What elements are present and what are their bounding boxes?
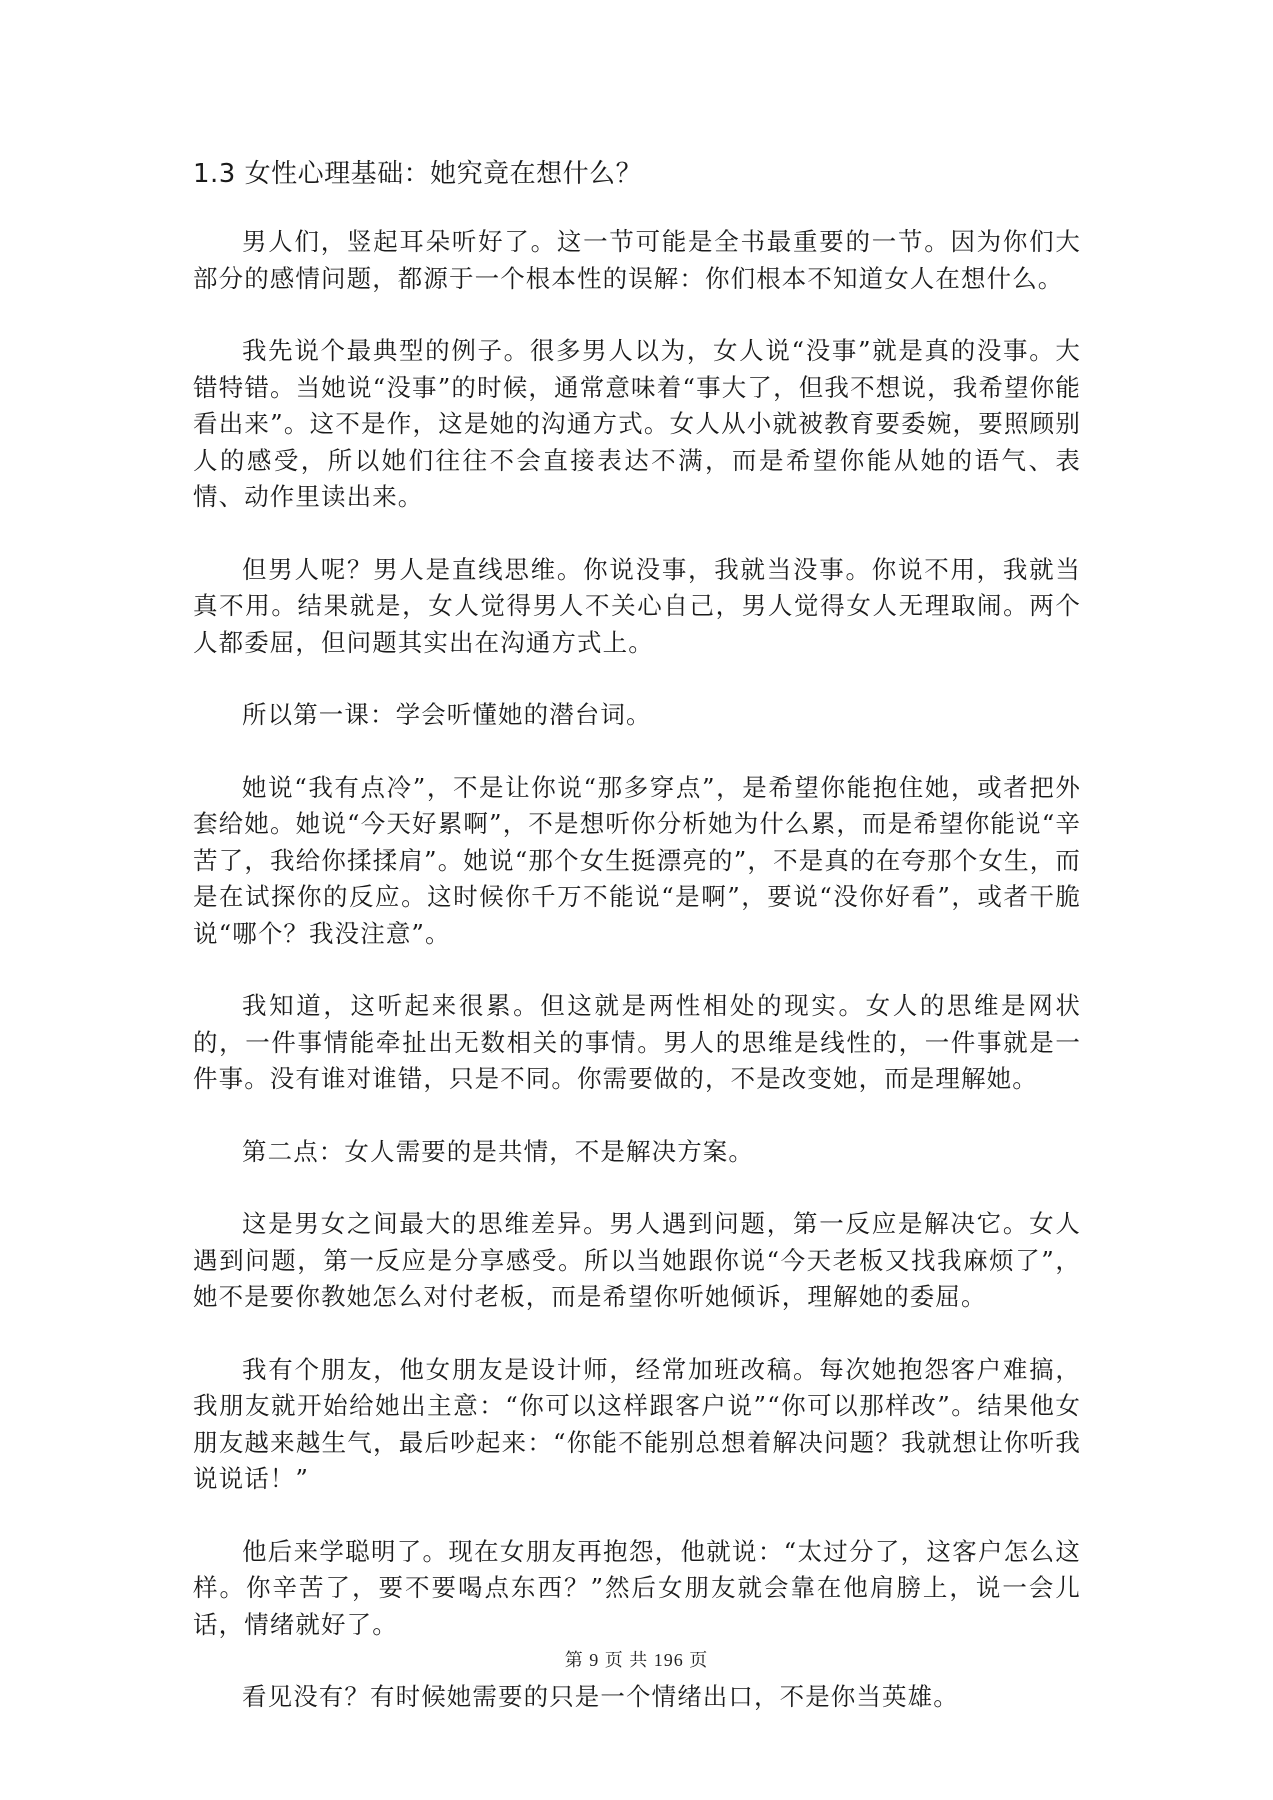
page-footer: 第 9 页 共 196 页 bbox=[564, 1650, 709, 1670]
paragraph: 我有个朋友，他女朋友是设计师，经常加班改稿。每次她抱怨客户难搞，我朋友就开始给她出主意：“你可以这样跟客户说”“你可以那样改”。结果他女朋友越来越生气，最后吵起来：“你能不能别总想着解决问题？我就想让你听我说说话！” bbox=[193, 1354, 1081, 1493]
section-heading: 1.3 女性心理基础：她究竟在想什么？ bbox=[193, 159, 643, 189]
paragraph: 她说“我有点冷”，不是让你说“那多穿点”，是希望你能抱住她，或者把外套给她。她说“今天好累啊”，不是想听你分析她为什么累，而是希望你能说“辛苦了，我给你揉揉肩”。她说“那个女生挺漂亮的”，不是真的在夸那个女生，而是在试探你的反应。这时候你千万不能说“是啊”，要说“没你好看”，或者干脆说“哪个？我没注意”。 bbox=[193, 772, 1081, 948]
paragraph: 他后来学聪明了。现在女朋友再抱怨，他就说：“太过分了，这客户怎么这样。你辛苦了，要不要喝点东西？”然后女朋友就会靠在他肩膀上，说一会儿话，情绪就好了。 bbox=[193, 1536, 1081, 1639]
paragraph: 我先说个最典型的例子。很多男人以为，女人说“没事”就是真的没事。大错特错。当她说“没事”的时候，通常意味着“事大了，但我不想说，我希望你能看出来”。这不是作，这是她的沟通方式。女人从小就被教育要委婉，要照顾别人的感受，所以她们往往不会直接表达不满，而是希望你能从她的语气、表情、动作里读出来。 bbox=[193, 336, 1081, 511]
body-text bbox=[193, 224, 1081, 1752]
paragraph: 看见没有？有时候她需要的只是一个情绪出口，不是你当英雄。 bbox=[242, 1682, 959, 1711]
paragraph: 男人们，竖起耳朵听好了。这一节可能是全书最重要的一节。因为你们大部分的感情问题，都源于一个根本性的误解：你们根本不知道女人在想什么。 bbox=[193, 227, 1081, 293]
paragraph: 所以第一课：学会听懂她的潜台词。 bbox=[242, 700, 652, 729]
paragraph: 但男人呢？男人是直线思维。你说没事，我就当没事。你说不用，我就当真不用。结果就是，女人觉得男人不关心自己，男人觉得女人无理取闹。两个人都委屈，但问题其实出在沟通方式上。 bbox=[193, 554, 1081, 657]
paragraph: 这是男女之间最大的思维差异。男人遇到问题，第一反应是解决它。女人遇到问题，第一反应是分享感受。所以当她跟你说“今天老板又找我麻烦了”，她不是要你教她怎么对付老板，而是希望你听她倾诉，理解她的委屈。 bbox=[193, 1209, 1081, 1311]
paragraph: 第二点：女人需要的是共情，不是解决方案。 bbox=[242, 1136, 754, 1166]
paragraph: 我知道，这听起来很累。但这就是两性相处的现实。女人的思维是网状的，一件事情能牵扯出无数相关的事情。男人的思维是线性的，一件事就是一件事。没有谁对谁错，只是不同。你需要做的，不是改变她，而是理解她。 bbox=[193, 991, 1081, 1093]
